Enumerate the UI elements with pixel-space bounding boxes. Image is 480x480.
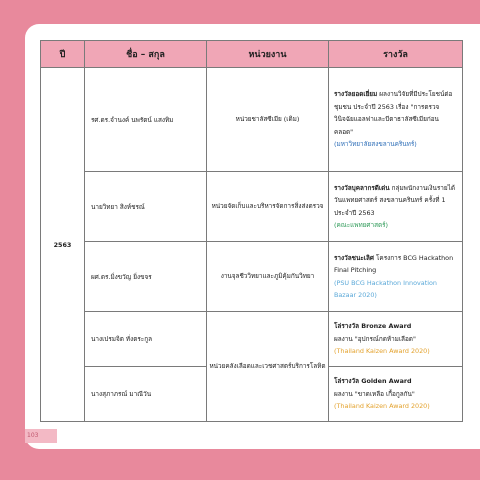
header-row — [41, 41, 463, 68]
award-title: รางวัลยอดเยี่ยม — [334, 90, 378, 99]
awards-table — [40, 40, 463, 422]
award-source: (มหาวิทยาลัยสงขลานครินทร์) — [334, 140, 417, 149]
award-cell — [329, 172, 463, 242]
award-text: ผลงานวิจัยที่มีประโยชน์ต่อชุมชน ประจำปี 2563 เรื่อง "การตรวจวินิจฉัยแอลฟาและบีตาธาลัสซีเมียก่อนคลอด" — [334, 90, 453, 136]
header-unit: หน่วยงาน — [207, 41, 329, 68]
award-text: กลุ่มพนักงานเงินรายได้ วันแพทยศาสตร์ สงขลานครินทร์ ครั้งที่ 1 ประจำปี 2563 — [334, 183, 456, 217]
award-title: โล่รางวัล Bronze Award — [334, 322, 412, 331]
award-source: (PSU BCG Hackathon Innovation Bazaar 2020) — [334, 278, 437, 299]
year-cell: 2563 — [41, 68, 85, 422]
award-text: ผลงาน "อุปกรณ์กดห้ามเลือด" — [334, 334, 416, 343]
award-source: (คณะแพทยศาสตร์) — [334, 221, 389, 229]
award-title: รางวัลชนะเลิศ — [334, 253, 374, 262]
award-source: (Thailand Kaizen Award 2020) — [334, 402, 430, 411]
award-title: โล่รางวัล Golden Award — [334, 377, 412, 386]
unit-cell: งานจุลชีววิทยาและภูมิคุ้มกันวิทยา — [207, 242, 329, 312]
table-row — [41, 172, 463, 242]
award-text: ผลงาน "ขาดเหลือ เกื้อกูลกัน" — [334, 389, 415, 398]
table-row — [41, 312, 463, 367]
award-title: รางวัลบุคลากรดีเด่น — [334, 183, 390, 192]
award-cell — [329, 367, 463, 422]
name-cell: รศ.ดร.จำนงค์ นพรัตน์ แสงทิม — [85, 68, 207, 172]
header-award: รางวัล — [329, 41, 463, 68]
name-cell: ผศ.ดร.มิ่งขวัญ ยิ่งขจร — [85, 242, 207, 312]
award-cell — [329, 68, 463, 172]
table-row — [41, 68, 463, 172]
unit-cell: หน่วยคลังเลือดและเวชศาสตร์บริการโลหิต — [207, 312, 329, 422]
award-source: (Thailand Kaizen Award 2020) — [334, 347, 430, 356]
unit-cell: หน่วยจัดเก็บและบริหารจัดการสิ่งส่งตรวจ — [207, 172, 329, 242]
table-row — [41, 242, 463, 312]
header-name: ชื่อ – สกุล — [85, 41, 207, 68]
name-cell: นางเปรมจิต ทั่งตระกูล — [85, 312, 207, 367]
page-number: 103 — [25, 429, 57, 443]
name-cell: นางสุภาภรณ์ มาณีวัน — [85, 367, 207, 422]
award-cell — [329, 312, 463, 367]
award-text: โครงการ BCG Hackathon Final Pitching — [334, 253, 454, 274]
award-cell — [329, 242, 463, 312]
header-year: ปี — [41, 41, 85, 68]
name-cell: นายวิทยา สิงห์ชรณ์ — [85, 172, 207, 242]
unit-cell: หน่วยชาลัสซีเมีย (เดิม) — [207, 68, 329, 172]
